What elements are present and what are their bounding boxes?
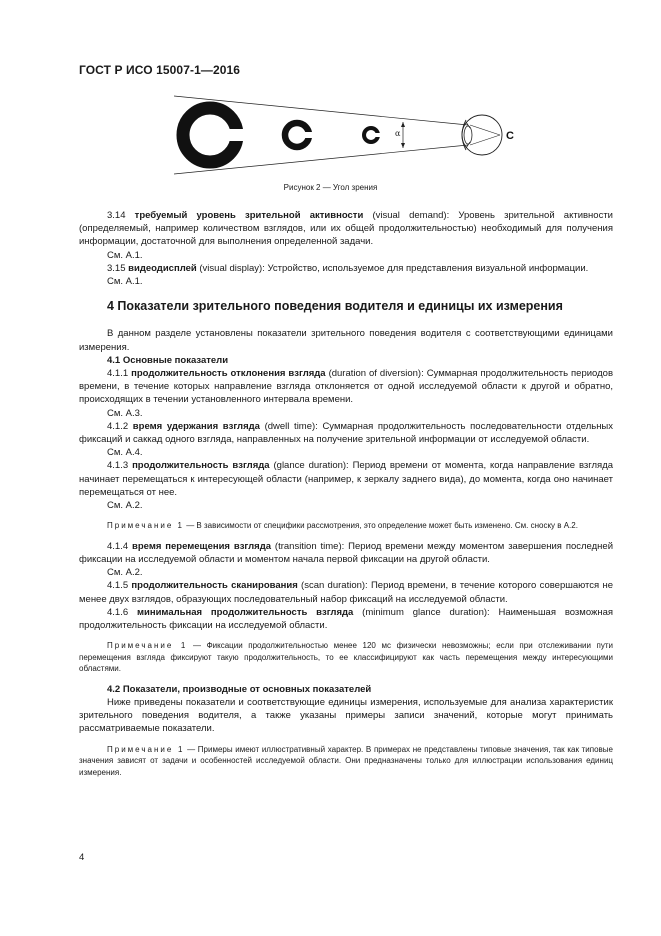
visual-angle-figure: [170, 92, 530, 178]
reference-4-1-3: См. А.2.: [107, 500, 143, 512]
figure-caption: Рисунок 2 — Угол зрения: [283, 183, 378, 192]
landolt-c-medium: [285, 123, 316, 147]
section-4-heading: 4 Показатели зрительного поведения водителя и единицы их измерения: [107, 299, 563, 314]
definition-4-1-6: 4.1.6 минимальная продолжительность взгляда (minimum glance duration): Наименьшая возможная продолжительность фиксации на исследуемой области.: [79, 606, 614, 631]
note-4-1-6: Примечание 1 — Фиксации продолжительностью менее 120 мс физически невозможны; если при отслеживании пути перемещения взгляда фиксируют такую продолжительность, то ее классифицируют как часть перемещения между интересующими областями.: [79, 641, 613, 674]
page-number: 4: [79, 852, 85, 863]
note-4-2: Примечание 1 — Примеры имеют иллюстративный характер. В примерах не представлены типовые значения, так как типовые значения зависят от задачи и особенностей исследуемой области. Они предназначены только для иллюстрации использования единиц измерения.: [79, 744, 613, 777]
definition-3-14: 3.14 требуемый уровень зрительной активности (visual demand): Уровень зрительной активности (определяемый, например количеством взглядов, или их общей продолжительностью) необходимый для получения информации, достаточной для выполнения определенной задачи.: [79, 210, 613, 248]
reference-3-14: См. А.1.: [107, 249, 143, 261]
reference-4-1-4: См. А.2.: [107, 567, 143, 579]
section-4-intro: В данном разделе установлены показатели зрительного поведения водителя с соответствующими единицами измерения.: [79, 328, 613, 353]
section-4-1-heading: 4.1 Основные показатели: [107, 354, 229, 366]
definition-4-1-3: 4.1.3 продолжительность взгляда (glance duration): Период времени от момента, когда направление взгляда начинает перемещаться к интересующей области (например, к зеркалу заднего вида), до момента, когда оно начинает перемещаться от нее.: [79, 460, 614, 498]
definition-4-1-4: 4.1.4 время перемещения взгляда (transition time): Период времени между моментом завершения последней фиксации на исследуемой области и моментом начала первой фиксации на другой области.: [79, 540, 613, 565]
section-4-2-heading: 4.2 Показатели, производные от основных показателей: [107, 683, 372, 695]
reference-4-1-2: См. А.4.: [107, 447, 143, 459]
standard-header: ГОСТ Р ИСО 15007-1—2016: [79, 63, 241, 77]
angle-alpha-label: α: [395, 129, 401, 138]
landolt-c-large: [183, 108, 248, 162]
retina-c-label: C: [506, 130, 514, 142]
definition-3-15: 3.15 видеодисплей (visual display): Устройство, используемое для представления визуальной информации.: [107, 262, 589, 274]
document-body: [79, 209, 613, 778]
term-3-14: требуемый уровень зрительной активности: [134, 210, 364, 221]
reference-4-1-1: См. А.3.: [107, 407, 143, 419]
definition-4-1-1: 4.1.1 продолжительность отклонения взгляда (duration of diversion): Суммарная продолжительность периодов времени, в течение которых направление взгляда отклоняется от одной исследуемой области к другой и обратно, происходящих в течении установленного интервала времени.: [79, 368, 614, 406]
definition-4-1-2: 4.1.2 время удержания взгляда (dwell time): Суммарная продолжительность последовательности отдельных фиксаций и саккад одного взгляда, направленных на получение зрительной информации от исследуемой области.: [79, 420, 614, 446]
landolt-c-small: [364, 128, 383, 142]
term-3-15: видеодисплей: [128, 262, 197, 274]
reference-3-15: См. А.1.: [107, 276, 143, 288]
eye-drawing: [462, 115, 502, 155]
note-4-1-3: Примечание 1 — В зависимости от специфики рассмотрения, это определение может быть изменено. См. сноску в А.2.: [107, 521, 578, 531]
section-4-2-text: Ниже приведены показатели и соответствующие единицы измерения, используемые для анализа характеристик зрительного поведения водителя, а также указаны примеры записи значений, которые могут принимать рассматриваемые показатели.: [79, 696, 613, 735]
definition-4-1-5: 4.1.5 продолжительность сканирования (scan duration): Период времени, в течение которого совершаются не менее двух взглядов, образующих последовательный набор фиксаций на исследуемой области.: [79, 580, 614, 605]
